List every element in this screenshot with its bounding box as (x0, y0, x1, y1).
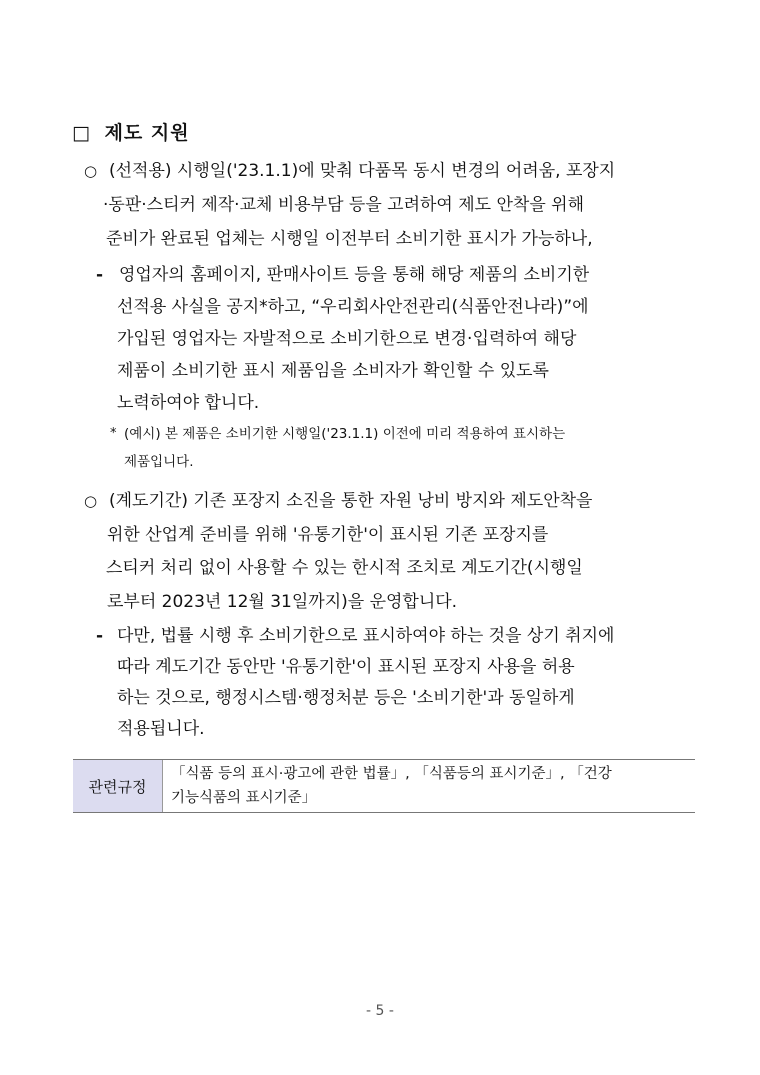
dash-bullet: - (96, 265, 104, 285)
para2-line-1: (계도기간) 기존 포장지 소진을 통한 자원 낭비 방지와 제도안착을 (109, 491, 593, 511)
section-heading (72, 118, 190, 145)
circle-bullet-icon: ○ (84, 492, 98, 510)
related-regulations-table (73, 759, 695, 813)
para2-sub-line-4: 적용됩니다. (117, 719, 205, 739)
para1-sub-line-3: 가입된 영업자는 자발적으로 소비기한으로 변경·입력하여 해당 (117, 329, 577, 349)
para2-sub-line-3: 하는 것으로, 행정시스템·행정처분 등은 '소비기한'과 동일하게 (117, 688, 575, 708)
note-line-2: 제품입니다. (124, 454, 194, 470)
related-regulations-line-2: 기능식품의 표시기준」 (171, 790, 317, 806)
para1-line-3: 준비가 완료된 업체는 시행일 이전부터 소비기한 표시가 가능하나, (106, 229, 593, 249)
footnote-star: * (110, 426, 117, 441)
related-regulations-label: 관련규정 (73, 760, 163, 812)
dash-bullet: - (96, 626, 104, 646)
section-title: 제도 지원 (104, 122, 190, 144)
para1-line-2: ·동판·스티커 제작·교체 비용부담 등을 고려하여 제도 안착을 위해 (103, 195, 585, 215)
para2-line-3: 스티커 처리 없이 사용할 수 있는 한시적 조치로 계도기간(시행일 (106, 558, 583, 578)
page-number: - 5 - (366, 1003, 394, 1019)
circle-bullet-icon: ○ (84, 162, 98, 180)
para1-sub-line-4: 제품이 소비기한 표시 제품임을 소비자가 확인할 수 있도록 (117, 361, 549, 381)
related-regulations-line-1: 「식품 등의 표시·광고에 관한 법률」, 「식품등의 표시기준」, 「건강 (171, 766, 612, 782)
checkbox-square-icon: □ (72, 122, 91, 144)
para1-sub-line-1: 영업자의 홈페이지, 판매사이트 등을 통해 해당 제품의 소비기한 (119, 265, 590, 285)
para2-sub-line-2: 따라 계도기간 동안만 '유통기한'이 표시된 포장지 사용을 허용 (117, 657, 575, 677)
para2-sub-line-1: 다만, 법률 시행 후 소비기한으로 표시하여야 하는 것을 상기 취지에 (117, 626, 615, 646)
para1-line-1: (선적용) 시행일('23.1.1)에 맞춰 다품목 동시 변경의 어려움, 포장지 (109, 161, 616, 181)
para2-line-4: 로부터 2023년 12월 31일까지)을 운영합니다. (107, 592, 458, 612)
related-regulations-content (163, 760, 695, 812)
para2-line-2: 위한 산업계 준비를 위해 '유통기한'이 표시된 기존 포장지를 (107, 525, 549, 545)
para1-sub-line-2: 선적용 사실을 공지*하고, “우리회사안전관리(식품안전나라)”에 (117, 297, 589, 317)
para1-sub-line-5: 노력하여야 합니다. (117, 393, 260, 413)
note-line-1: (예시) 본 제품은 소비기한 시행일('23.1.1) 이전에 미리 적용하여 표시하는 (124, 426, 566, 442)
